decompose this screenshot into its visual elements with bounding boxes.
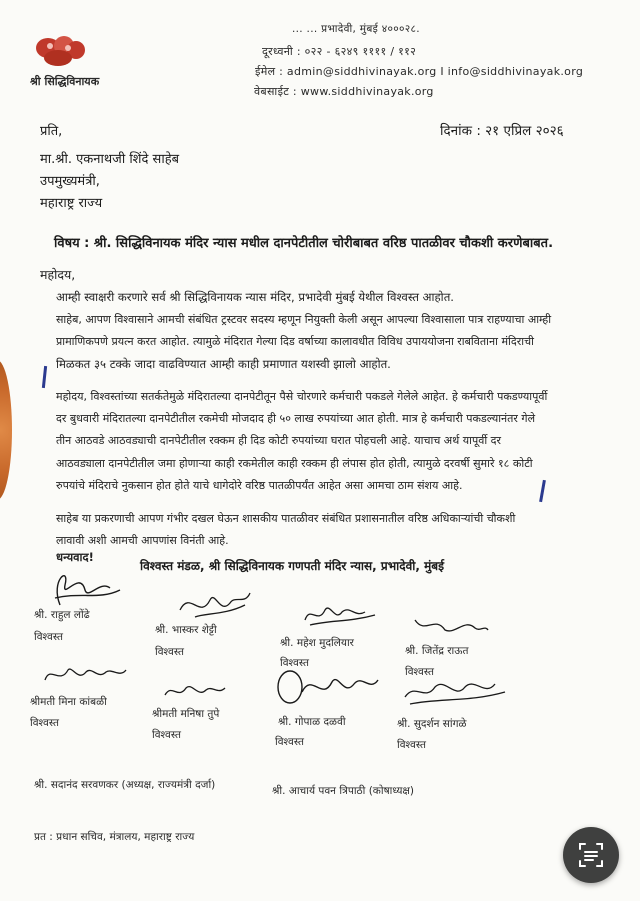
paragraph-2-line: दर बुधवारी मंदिरातल्या दानपेटीतील रकमेची मोजदाद ही ५० लाख रुपयांच्या आत होती. मात्र हे कर्मचारी पकडल्यानंतर गेले [56,412,536,425]
addressee-designation: उपमुख्यमंत्री, [40,174,100,189]
signatory-role: विश्वस्त [30,717,59,729]
paragraph-1-line: मिळकत ३५ टक्के जादा वाढविण्यात आम्ही काही प्रमाणात यशस्वी झालो आहोत. [56,357,391,371]
paragraph-2-line: तीन आठवडे आठवड्याची दानपेटीतील रक्कम ही दिड कोटी रुपयांच्या घरात पोहचली आहे. याचाच अर्थ यापूर्वी दर [56,434,502,447]
paragraph-1-line: साहेब, आपण विश्वासाने आमची संबंधित ट्रस्टवर सदस्य म्हणून नियुक्ती केली असून आपल्या विश्वासाला पात्र राहण्याचा आम्ही [56,313,552,326]
address-line: ... ... प्रभादेवी, मुंबई ४०००२८. [292,23,420,35]
org-name: श्री सिद्धिविनायक [30,75,100,88]
signature-3 [300,600,380,630]
salutation: महोदय, [40,267,76,282]
finger-shadow [0,360,12,500]
chairman-line: श्री. सदानंद सरवणकर (अध्यक्ष, राज्यमंत्री दर्जा) [34,779,216,791]
phone-line: दूरध्वनी : ०२२ - ६२४९ ११११ / ११२ [262,45,417,58]
paragraph-2-line: रुपयांचे मंदिराचे नुकसान होत होते याचे धागेदोरे वरिष्ठ पातळीपर्यंत आहेत असा आमचा ठाम संशय आहे. [56,479,463,492]
signatory-name: श्रीमती मनिषा तुपे [152,708,220,720]
signature-5 [40,660,130,690]
document-scan-icon [563,827,619,883]
paragraph-3-line: लावावी अशी आमची आपणांस विनंती आहे. [56,534,229,547]
signatory-name: श्री. जितेंद्र राऊत [405,645,469,657]
paragraph-3-line: साहेब या प्रकरणाची आपण गंभीर दखल घेऊन शासकीय पातळीवर संबंधित प्रशासनातील वरिष्ठ अधिकाऱ्यांची चौकशी [56,512,516,525]
letter-subject: विषय : श्री. सिद्धिविनायक मंदिर न्यास मधील दानपेटीतील चोरीबाबत वरिष्ठ पातळीवर चौकशी करणेबाबत. [54,236,554,251]
website-line: वेबसाईट : www.siddhivinayak.org [254,85,434,98]
email-line: ईमेल : admin@siddhivinayak.org I info@siddhivinayak.org [255,65,584,78]
paragraph-2-line: आठवड्याला दानपेटीतील जमा होणाऱ्या काही रकमेतील काही रक्कम ही लंपास होत होती, त्यामुळे दरवर्षी सुमारे १८ कोटी [56,457,533,470]
signatory-name: श्रीमती मिना कांबळी [30,696,107,708]
signatory-name: श्री. महेश मुदलियार [280,637,354,649]
paragraph-1-line: आम्ही स्वाक्षरी करणारे सर्व श्री सिद्धिविनायक न्यास मंदिर, प्रभादेवी मुंबई येथील विश्वस्त आहोत. [56,290,454,304]
letter-date: दिनांक : २१ एप्रिल २०२६ [440,123,564,139]
paragraph-2-line: महोदय, विश्वस्तांच्या सतर्कतेमुळे मंदिरातल्या दानपेटीतून पैसे चोरणारे कर्मचारी पकडले गेलेले आहेत. हे कर्मचारी पकडण्यापूर्वी [56,390,548,403]
copy-to-line: प्रत : प्रधान सचिव, मंत्रालय, महाराष्ट्र राज्य [34,831,195,843]
signatory-role: विश्वस्त [34,631,63,643]
pen-mark [539,480,546,502]
signatory-name: श्री. गोपाळ दळवी [278,716,346,728]
signature-2 [175,585,255,625]
addressee-name: मा.श्री. एकनाथजी शिंदे साहेब [40,152,180,167]
addressee-state: महाराष्ट्र राज्य [40,196,103,211]
treasurer-line: श्री. आचार्य पवन त्रिपाठी (कोषाध्यक्ष) [272,785,415,797]
signatory-role: विश्वस्त [152,729,181,741]
addressee-to: प्रति, [40,124,63,139]
signature-4 [410,610,490,640]
document-scan-button[interactable] [563,827,619,883]
closing: धन्यवाद! [56,550,94,564]
signatory-name: श्री. सुदर्शन सांगळे [397,718,467,730]
trust-board-line: विश्वस्त मंडळ, श्री सिद्धिविनायक गणपती मंदिर न्यास, प्रभादेवी, मुंबई [140,559,445,573]
signature-6 [160,680,230,705]
signatory-name: श्री. भास्कर शेट्टी [155,624,217,636]
paragraph-1-line: प्रामाणिकपणे प्रयत्न करत आहोत. त्यामुळे मंदिरात गेल्या दिड वर्षाच्या कालावधीत विविध उपाययोजना राबविताना मंदिराची [56,335,534,348]
pen-mark [42,366,47,388]
trust-logo [30,34,90,68]
signatory-role: विश्वस्त [405,666,434,678]
signatory-role: विश्वस्त [280,657,309,669]
signature-1 [40,560,130,610]
signatory-role: विश्वस्त [397,739,426,751]
signatory-name: श्री. राहुल लोंढे [34,609,90,621]
signatory-role: विश्वस्त [275,736,304,748]
signatory-role: विश्वस्त [155,646,184,658]
